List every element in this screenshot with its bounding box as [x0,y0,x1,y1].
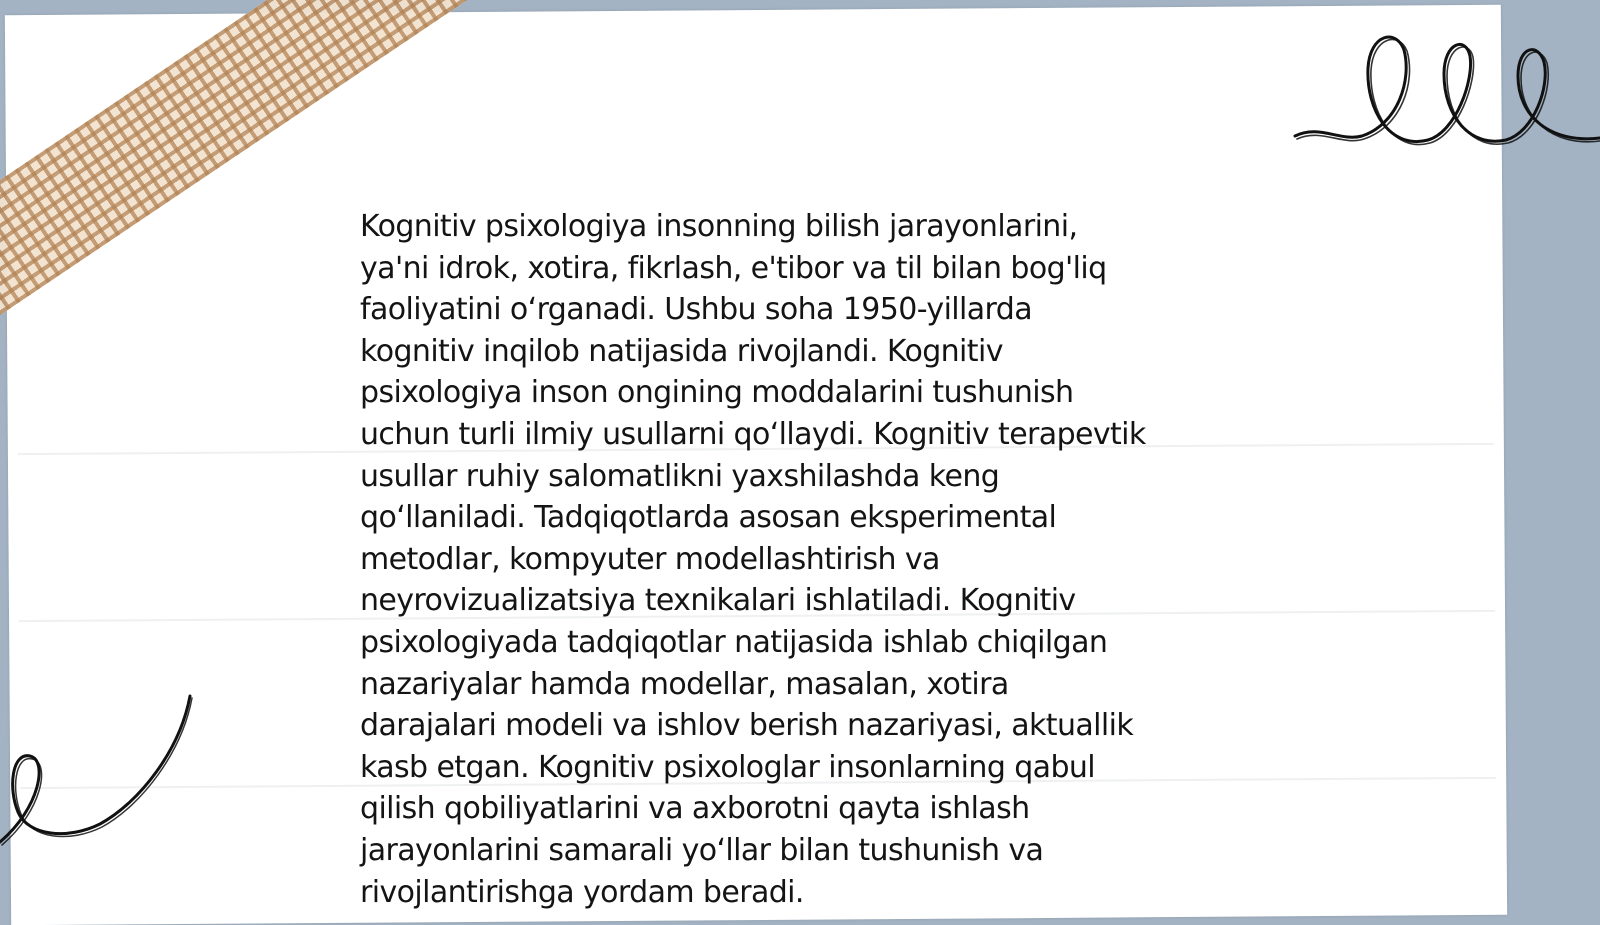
body-paragraph: Kognitiv psixologiya insonning bilish jarayonlarini, ya'ni idrok, xotira, fikrlash, e'tibor va til bilan bog'liq faoliyatini o‘rganadi. Ushbu soha 1950-yillarda kognitiv inqilob natijasida rivojlandi. Kognitiv psixologiya inson ongining moddalarini tushunish uchun turli ilmiy usullarni qo‘llaydi. Kognitiv terapevtik usullar ruhiy salomatlikni yaxshilashda keng qo‘llaniladi. Tadqiqotlarda asosan eksperimental metodlar, kompyuter modellashtirish va neyrovizualizatsiya texnikalari ishlatiladi. Kognitiv psixologiyada tadqiqotlar natijasida ishlab chiqilgan nazariyalar hamda modellar, masalan, xotira darajalari modeli va ishlov berish nazariyasi, aktuallik kasb etgan. Kognitiv psixologlar insonlarning qabul qilish qobiliyatlarini va axborotni qayta ishlash jarayonlarini samarali yo‘llar bilan tushunish va rivojlantirishga yordam beradi. [360,209,1146,910]
swoosh-scribble-icon [0,690,200,850]
loop-scribble-icon [1260,20,1600,170]
